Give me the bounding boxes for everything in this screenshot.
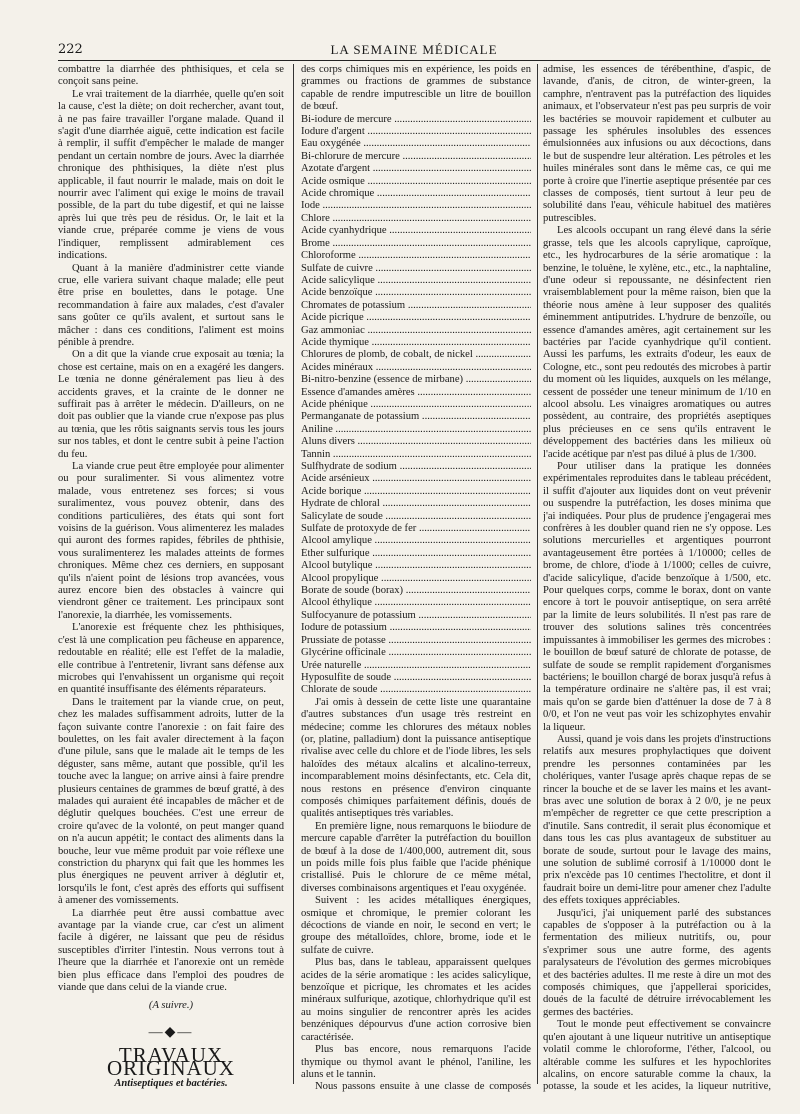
substance-name: Acide chromique ..... [301,188,531,200]
substance-name: Brome ..... [301,238,531,250]
antiseptic-table [301,114,531,697]
table-row [301,424,531,436]
table-row [301,449,531,461]
table-row [301,337,531,349]
leader-dots [333,424,531,435]
substance-name: Alcool propylique ..... [301,573,531,585]
substance-name: Acide cyanhydrique ..... [301,225,531,237]
table-row [301,560,531,572]
table-row [301,312,531,324]
table-row [301,573,531,585]
paragraph: Les alcools occupant un rang élevé dans la série grasse, tels que les alcools caprylique, caproïque, etc., les hydrocarbures de la série aromatique : la benzine, le toluène, le xylène, etc., etc., la naphtaline, d'une odeur si repoussante, ne désinfectent rien vraisemblablement pour la même raison, bien que la théorie nous amène à leur supposer des qualités éminemment antiputrides. L'hydrure de benzoïle, ou essence d'amandes amères, agit certainement sur les bactéries par l'acide cyanhydrique qu'il contient. Aussi les parfums, les extraits d'odeur, les eaux de Cologne, etc., sont peu redoutés des microbes à partir du moment où les liquides, auxquels on les mélange, cessent de posséder une teneur minimum de 1/10 en alcool absolu. Les vinaigres aromatiques ou autres possèdent, au contraire, des propriétés aseptiques plus précieuses en ce sens qu'ils entravent le développement des bactéries dans les milieux où l'acide acétique par n'est pas dilué à plus de 1/300. [543,225,771,460]
table-row [301,213,531,225]
leader-dots [365,126,531,137]
paragraph: Quant à la manière d'administrer cette viande crue, elle variera suivant chaque malade; elle peut être prise en boulettes, dans le potage. Une recommandation à faire aux malades, c'est d'avaler sans goûter ce qu'ils avalent, et surtout sans le mâcher : dans ces conditions, l'aliment est moins pénible à prendre. [58,262,284,348]
table-row [301,635,531,647]
leader-dots [416,523,531,534]
leader-dots [397,461,531,472]
column-divider-2 [537,64,538,1084]
paragraph: Tout le monde peut effectivement se convaincre qu'en ajoutant à une liqueur nutritive un antiseptique volatil comme le chloroforme, l'éther, l'alcool, ou altérable comme les sulfures et les hypochlorites alcalins, on encore saturable comme la chaux, la potasse, la soude et les acides, la liqueur nutritive, [543,1019,771,1093]
substance-name: Prussiate de potasse ..... [301,635,531,647]
leader-dots [369,337,531,348]
leader-dots [361,138,531,149]
table-row [301,622,531,634]
substance-name: Acide benzoïque ..... [301,287,531,299]
paragraph: combattre la diarrhée des phthisiques, et cela se conçoit sans peine. [58,64,284,88]
leader-dots [365,325,531,336]
substance-name: Acide osmique ..... [301,176,531,188]
paragraph: Nous passons ensuite à une classe de composés [315,1081,531,1093]
substance-name: Acide thymique ..... [301,337,531,349]
leader-dots [356,250,531,261]
substance-name: Chloroforme ..... [301,250,531,262]
substance-name: Iodure d'argent ..... [301,126,531,138]
article-title: Antiseptiques et bactéries. [114,1078,228,1090]
leader-dots [416,610,531,621]
table-row [301,176,531,188]
paragraph: Suivent : les acides métalliques énergiques, osmique et chromique, le premier colorant les décoctions de viande en noir, le second en vert; le groupe des métalloïdes, chlore, brome, iode et le sulfate de cuivre. [301,895,531,956]
leader-dots [364,312,531,323]
table-row [301,325,531,337]
table-row [301,138,531,150]
table-row [301,151,531,163]
leader-dots [370,473,531,484]
table-row [301,387,531,399]
leader-dots [383,511,531,522]
leader-dots [373,560,532,571]
substance-name: Sulfate de protoxyde de fer ..... [301,523,531,535]
paragraph: En première ligne, nous remarquons le biiodure de mercure capable d'arrêter la putréfaction du bouillon de bœuf à la dose de 1/400,000, autrement dit, sous un poids mille fois plus faible que l'acide phénique cristallisé. Puis le chlorure de ce même métal, diverses combinaisons argentiques et l'eau oxygénée. [301,820,531,894]
substance-name: Éther sulfurique ..... [301,548,531,560]
substance-name: Alcool éthylique ..... [301,597,531,609]
section-title: TRAVAUX ORIGINAUX [107,1043,235,1080]
paragraph: des corps chimiques mis en expérience, les poids en grammes ou fractions de grammes de substance capable de rendre imputrescible un litre de bouillon de bœuf. [301,64,531,113]
leader-dots [386,635,531,646]
page-number: 222 [58,42,83,57]
substance-name: Gaz ammoniac ..... [301,325,531,337]
leader-dots [375,275,531,286]
substance-name: Acide borique ..... [301,486,531,498]
table-row [301,188,531,200]
substance-name: Aniline ..... [301,424,531,436]
substance-name: Alcool butylique ..... [301,560,531,572]
leader-dots [370,163,531,174]
table-row [301,300,531,312]
substance-name: Bi-nitro-benzine (essence de mirbane) ..... [301,374,531,386]
substance-name: Bi-chlorure de mercure ..... [301,151,531,163]
table-row [301,163,531,175]
substance-name: Hydrate de chloral ..... [301,498,531,510]
table-row [301,275,531,287]
table-row [301,287,531,299]
substance-name: Iode ..... [301,200,531,212]
paragraph: J'ai omis à dessein de cette liste une quarantaine d'autres substances d'un usage très restreint en médecine; comme les chlorures des métaux nobles (or, platine, palladium) dont la puissance antiseptique rivalise avec celle du chlore et de l'iode libres, les sels haloïdes des métaux alcalins et alcalino-terreux, incomparablement moins désinfectants, etc. Cela dit, nous restons en présence d'environ cinquante composés chimiques parfaitement définis, doués de qualités antiseptiques très variables. [301,696,531,820]
table-row [301,610,531,622]
leader-dots [372,287,531,298]
column-divider-1 [293,64,294,1084]
table-row [301,548,531,560]
journal-title: LA SEMAINE MÉDICALE [330,42,498,57]
column-2 [301,64,531,1094]
leader-dots [330,213,531,224]
table-row [301,473,531,485]
substance-name: Azotate d'argent ..... [301,163,531,175]
substance-name: Acide salicylique ..... [301,275,531,287]
leader-dots [361,660,531,671]
paragraph: admise, les essences de térébenthine, d'aspic, de lavande, d'anis, de citron, de winter-green, la camphre, n'entravent pas la putréfaction des liquides animaux, et l'observateur n'est pas peu surpris de voir les bactéries se mouvoir rapidement et culbuter au passage les sphérules insolubles des essences émulsionnées aux infusions ou aux décoctions, dans le but de suspendre leur altération. Les pétroles et les huiles minérales sont dans le même cas, ce qui me porte à croire que l'inertie aseptique présentée par ces classes de composés, tient surtout à leur peu de solubilité dans l'eau, véhicule habituel des matières putrescibles. [543,64,771,224]
table-row [301,597,531,609]
substance-name: Borate de soude (borax) ..... [301,585,531,597]
leader-dots [373,263,531,274]
leader-dots [330,449,531,460]
substance-name: Aluns divers ..... [301,436,531,448]
paragraph: Plus bas, dans le tableau, apparaissent quelques acides de la série aromatique : les acides salicylique, benzoïque et picrique, les chromates et les acides minéraux sulfurique, azotique, chlorhydrique qu'il est au moins singulier de rencontrer après les acides benzéniques dépourvus d'une action corrosive bien caractérisée. [301,957,531,1043]
leader-dots [378,573,531,584]
table-row [301,672,531,684]
paragraph: L'anorexie est fréquente chez les phthisiques, c'est là une complication peu fâcheuse en apparence, redoutable en réalité; elle est l'effet de la maladie, elle contribue à l'entretenir, livrant sans défense aux microbes qui l'envahissent un organisme qui reçoit en quantité insuffisante des éléments réparateurs. [58,622,284,696]
substance-name: Chlorures de plomb, de cobalt, de nickel ..... [301,349,531,361]
table-row [301,523,531,535]
substance-name: Eau oxygénée ..... [301,138,531,150]
to-be-continued: (A suivre.) [148,1000,194,1012]
paragraph: Jusqu'ici, j'ai uniquement parlé des substances capables de s'opposer à la putréfaction ou à la fermentation des milieux nutritifs, ou, pour s'exprimer sous une autre forme, des agents paralysateurs de l'évolution des germes microbiques et des bactéries adultes. Il me reste à dire un mot des composés chimiques, que j'appellerai sporicides, doués de la faculté de détruire irrévocablement les germes des bactéries. [543,907,771,1018]
leader-dots [386,647,531,658]
table-row [301,411,531,423]
substance-name: Urée naturelle ..... [301,660,531,672]
column-3 [543,64,771,1094]
substance-name: Chlorate de soude ..... [301,684,531,696]
table-row [301,585,531,597]
leader-dots [415,387,531,398]
table-row [301,225,531,237]
table-row [301,362,531,374]
table-row [301,250,531,262]
leader-dots [378,684,532,695]
paragraph: La diarrhée peut être aussi combattue avec avantage par la viande crue, car c'est un aliment facile à digérer, ne laissant que peu de résidus susceptibles d'irriter l'intestin. Nous verrons tout à l'heure que la diarrhée et l'anorexie ont un remède bien plus efficace dans l'emploi des poudres de viande que dans celui de la viande crue. [58,907,284,994]
substance-name: Essence d'amandes amères ..... [301,387,531,399]
table-row [301,461,531,473]
leader-dots [355,436,531,447]
leader-dots [380,498,531,509]
table-row [301,486,531,498]
leader-dots [473,349,531,360]
table-row [301,114,531,126]
leader-dots [387,622,531,633]
table-row [301,263,531,275]
table-row [301,684,531,696]
table-row [301,399,531,411]
substance-name: Chromates de potassium ..... [301,300,531,312]
table-row [301,436,531,448]
substance-name: Chlore ..... [301,213,531,225]
leader-dots [361,486,531,497]
leader-dots [463,374,531,385]
substance-name: Salicylate de soude ..... [301,511,531,523]
table-row [301,498,531,510]
leader-dots [372,535,531,546]
leader-dots [372,597,531,608]
leader-dots [403,585,531,596]
paragraph: Pour utiliser dans la pratique les données expérimentales reproduites dans le tableau précédent, il suffit d'ajouter aux liquides dont on veut prévenir ou suspendre la putréfaction, les doses minima que j'ai indiquées. Pour plus de prudence j'engagerai mes confrères à les doubler quand rien ne s'y oppose. Les solutions mercurielles et argentiques pourront avantageusement être portées à 1/10000; celles de brome, de chlore, d'iode à 1/1000; celles de cuivre, d'acide salicylique, d'acide benzoïque à 1/500, etc. Pour quelques corps, comme le borax, dont on vante encore à tort le pouvoir antiseptique, on sera arrêté par la limite de leurs solubilités. Il n'est pas rare de trouver des solutions salines très concentrées impuissantes à immobiliser les germes des microbes : le bouillon de bœuf saturé de chlorate de potasse, de sulfate de soude se remplit rapidement d'organismes bactériens; le bouillon chargé de borax jusqu'à refus à la température ordinaire ne s'altère pas, il est vrai; mais qu'on se garde bien d'atténuer la dose de 7 à 8 0/0, et l'on ne veut pas voir les schizophytes envahir la liqueur. [543,461,771,733]
paragraph: On a dit que la viande crue exposait au tœnia; la chose est certaine, mais on en a exagéré les dangers. Le tœnia ne donne généralement pas lieu à des accidents graves, et la crainte de le donner ne suffirait pas à arrêter le médecin. D'ailleurs, on ne doit pas oublier que la viande crue n'expose pas plus au tœnia, que les rôtis saignants servis tous les jours sur nos tables, et dont le centre subit à peine l'action du feu. [58,349,284,460]
substance-name: Acides minéraux ..... [301,362,531,374]
page-header [58,42,770,60]
table-row [301,535,531,547]
column-1 [58,64,284,1094]
table-row [301,200,531,212]
substance-name: Tannin ..... [301,449,531,461]
substance-name: Alcool amylique ..... [301,535,531,547]
leader-dots [387,225,531,236]
header-rule [58,60,770,61]
paragraph: Le vrai traitement de la diarrhée, quelle qu'en soit la cause, c'est la diète; on doit rechercher, avant tout, à ne pas faire travailler l'organe malade. Quand il s'agit d'une diarrhée aiguë, cette indication est facile à remplir, il suffit d'empêcher le malade de manger pendant un certain nombre de jours. Avec la diarrhée chronique des phthisiques, la diète n'est plus applicable, il faut nourrir le malade, mais on doit le nourrir avec l'aliment qui exige le moins de travail possible, de la part du tube digestif, et qui ne laisse après lui que très peu de résidus. Or, le lait et la viande crue, préparée comme je viens de vous l'indiquer, remplissent admirablement ces indications. [58,88,284,262]
substance-name: Sulfate de cuivre ..... [301,263,531,275]
leader-dots [391,672,531,683]
leader-dots [400,151,531,162]
substance-name: Sulfocyanure de potassium ..... [301,610,531,622]
table-row [301,349,531,361]
paragraph: Plus bas encore, nous remarquons l'acide thymique ou thymol avant le phénol, l'aniline, les aluns et le tannin. [301,1044,531,1080]
leader-dots [392,114,531,125]
leader-dots [374,188,531,199]
table-row [301,238,531,250]
section-separator: —◆— [148,1024,194,1040]
leader-dots [320,200,531,211]
table-row [301,126,531,138]
table-row [301,374,531,386]
substance-name: Acide phénique ..... [301,399,531,411]
table-row [301,647,531,659]
table-row [301,511,531,523]
paragraph: Aussi, quand je vois dans les projets d'instructions relatifs aux mesures prophylactiques que doivent prendre les personnes contaminées par les cholériques, vanter l'usage après chaque repas de se rincer la bouche et de se laver les mains et les avant-bras avec une solution de borax à 2 0/0, je ne peux m'empêcher de regretter ce que cette prescription a d'inutile. Sans contredit, il serait plus économique et dans tous les cas plus avantageux de substituer au borate de soude, surtout pour le lavage des mains, une solution de sublimé corrosif à 1/10000 dont le prix n'excède pas 10 centimes l'hectolitre, et dont il faudrait boire un demi-litre pour amener chez l'adulte des effets toxiques appréciables. [543,733,771,907]
leader-dots [365,176,531,187]
substance-name: Acide picrique ..... [301,312,531,324]
substance-name: Acide arsénieux ..... [301,473,531,485]
substance-name: Permanganate de potassium ..... [301,411,531,423]
paragraph: Dans le traitement par la viande crue, on peut, chez les malades suffisamment adroits, lutter de la façon suivante contre l'anorexie : on fait faire des boulettes, on les fait avaler directement à la façon d'une pilule, sans que le malade ait le temps de les déguster, sans même, autant que possible, qu'il les touche avec la langue; on arrive ainsi à faire prendre plusieurs centaines de grammes de bœuf gratté, à des malades qui auraient été incapables de mâcher et de déglutir quelques bouchées. C'est une erreur de croire qu'avec de la volonté, on peut manger quand on n'a aucun appétit; le contact des aliments dans la bouche, leur vue même produit par voie réflexe une constriction du pharynx qui fait que les hommes les plus énergiques ne peuvent arriver à déglutir et, lorsqu'ils le font, c'est après des efforts qui suffisent à amener des vomissements. [58,696,284,907]
leader-dots [330,238,531,249]
substance-name: Iodure de potassium ..... [301,622,531,634]
substance-name: Glycérine officinale ..... [301,647,531,659]
substance-name: Hyposulfite de soude ..... [301,672,531,684]
leader-dots [370,548,531,559]
paragraph: La viande crue peut être employée pour alimenter ou pour suralimenter. Si vous alimentez votre malade, vous entretenez ses forces; si vous suralimentez, vous pouvez obtenir, dans des conditions particulières, des états qui sont fort voisins de la guérison. Vous alimenterez les malades qui auront des formes rapides, fébriles de phthisie, vous suralimenterez les malades atteints de formes chroniques. Même chez ces derniers, en supposant qu'ils n'aient point de lésions trop avancées, vous aurez encore bien des obstacles à vaincre qui viendront gêner ce traitement. Les principaux sont l'anorexie, la diarrhée, les vomissements. [58,461,284,621]
table-row [301,660,531,672]
leader-dots [373,362,531,373]
substance-name: Bi-iodure de mercure ..... [301,114,531,126]
leader-dots [368,399,531,410]
substance-name: Sulfhydrate de sodium ..... [301,461,531,473]
leader-dots [405,300,531,311]
leader-dots [419,411,531,422]
